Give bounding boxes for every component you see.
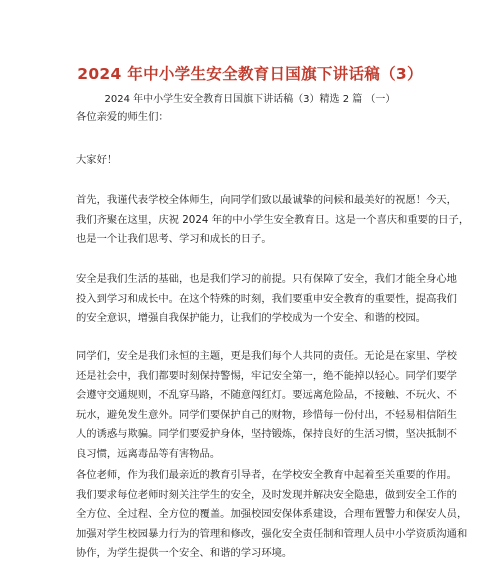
text-line: 投入到学习和成长中。在这个特殊的时刻，我们要重申安全教育的重要性，提高我们 xyxy=(76,292,457,305)
text-line: 首先，我谨代表学校全体师生，向同学们致以最诚挚的问候和最美好的祝愿！今天， xyxy=(76,194,457,206)
text-line: 各位亲爱的师生们： xyxy=(76,111,169,123)
text-line: 大家好！ xyxy=(76,154,118,166)
paragraph-teachers xyxy=(76,466,468,564)
text-line: 人的诱惑与欺骗。同学们要爱护身体，坚持锻炼，保持良好的生活习惯，坚决抵制不 xyxy=(76,428,457,440)
text-line: 玩水，避免发生意外。同学们要保护自己的财物，珍惜每一份付出，不轻易相信陌生 xyxy=(76,408,457,421)
text-line: 安全是我们生活的基础，也是我们学习的前提。只有保障了安全，我们才能全身心地 xyxy=(76,273,457,285)
document-subtitle: 2024 年中小学生安全教育日国旗下讲话稿（3）精选 2 篇 （一） xyxy=(104,94,396,105)
text-line: 的安全意识，增强自我保护能力，让我们的学校成为一个安全、和谐的校园。 xyxy=(76,312,427,324)
text-line: 各位老师，作为我们最亲近的教育引导者，在学校安全教育中起着至关重要的作用。 xyxy=(76,469,457,481)
text-line: 良习惯，远离毒品等有害物品。 xyxy=(76,447,221,460)
text-line: 我们要求每位老师时刻关注学生的安全，及时发现并解决安全隐患，做到安全工作的 xyxy=(76,488,457,501)
document-title: 2024 年中小学生安全教育日国旗下讲话稿（3） xyxy=(77,65,423,83)
text-line: 也是一个让我们思考、学习和成长的日子。 xyxy=(76,233,272,245)
text-line: 协作，为学生提供一个安全、和谐的学习环境。 xyxy=(76,547,293,559)
paragraph-hello xyxy=(76,151,426,171)
paragraph-students xyxy=(76,347,457,464)
text-line: 我们齐聚在这里，庆祝 2024 年的中小学生安全教育日。这是一个喜庆和重要的日子， xyxy=(76,213,470,226)
text-line: 还是社会中，我们都要时刻保持警惕，牢记安全第一，绝不能掉以轻心。同学们要学 xyxy=(76,369,457,382)
text-line: 会遵守交通规则，不乱穿马路，不随意闯红灯。要远离危险品，不接触、不玩火、不 xyxy=(76,389,457,401)
text-line: 加强对学生校园暴力行为的管理和修改，强化安全责任制和管理人员中小学资质沟通和 xyxy=(76,527,468,540)
paragraph-greeting xyxy=(76,108,426,128)
text-line: 全方位、全过程、全方位的覆盖。加强校园安保体系建设，合理布置警力和保安人员， xyxy=(76,508,468,520)
paragraph-safety-basis xyxy=(76,270,457,329)
text-line: 同学们，安全是我们永恒的主题，更是我们每个人共同的责任。无论是在家里、学校 xyxy=(76,350,457,362)
paragraph-intro xyxy=(76,191,470,250)
